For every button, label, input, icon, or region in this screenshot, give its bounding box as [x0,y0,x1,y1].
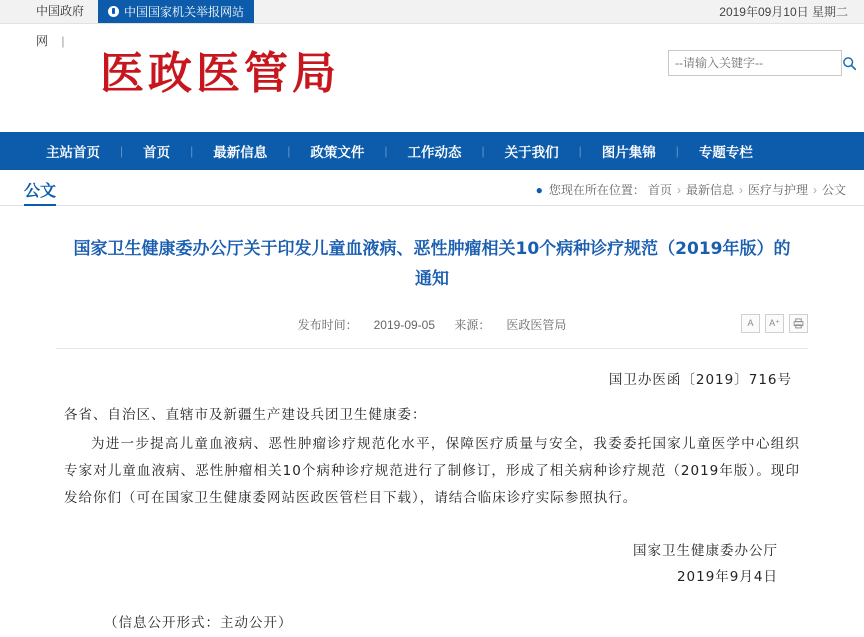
nav-separator: | [287,144,291,158]
print-button[interactable] [789,314,808,333]
breadcrumb-item-1[interactable]: 最新信息 [685,183,734,197]
article-meta-inner [290,318,575,332]
nav-separator: | [190,144,194,158]
document-signature [64,538,800,590]
breadcrumb-prefix: 您现在所在位置： [548,183,645,197]
document-body [56,349,808,637]
nav-item-0[interactable]: 主站首页 [46,145,100,161]
publish-label: 发布时间： [297,318,358,332]
nav-separator: | [578,144,582,158]
nav-item-5[interactable]: 关于我们 [504,145,559,161]
breadcrumb-arrow: › [676,182,681,197]
breadcrumb [536,181,846,198]
nav-separator: | [384,144,388,158]
search-input[interactable] [669,51,836,75]
article [0,206,864,637]
nav-item-4[interactable]: 工作动态 [407,145,462,161]
site-header [0,24,864,132]
printer-icon [793,318,804,329]
article-tools [741,314,808,333]
breadcrumb-item-0[interactable]: 首页 [647,183,672,197]
site-logo-text: 医政医管局 [100,48,340,99]
font-decrease-button[interactable]: A [741,314,760,333]
report-site-link[interactable] [98,0,254,23]
page-title: 国家卫生健康委办公厅关于印发儿童血液病、恶性肿瘤相关10个病种诊疗规范（2019年版）的通知 [73,239,791,289]
site-logo[interactable] [100,48,340,99]
document-footnote: （信息公开形式：主动公开） [104,615,293,631]
nav-separator: | [481,144,485,158]
nav-item-7[interactable]: 专题专栏 [698,145,753,161]
breadcrumb-item-3[interactable]: 公文 [821,183,846,197]
font-increase-button[interactable]: A⁺ [765,314,784,333]
signature-organization: 国家卫生健康委办公厅 [633,543,778,559]
nav-item-3[interactable]: 政策文件 [310,145,365,161]
nav-item-1[interactable]: 首页 [143,145,171,161]
search-icon [842,56,857,71]
nav-separator: | [120,144,124,158]
document-paragraph: 为进一步提高儿童血液病、恶性肿瘤诊疗规范化水平，保障医疗质量与安全，我委委托国家儿童医学中心组织专家对儿童血液病、恶性肿瘤相关10个病种诊疗规范进行了制修订，形成了相关病种诊疗规范（2019年版）。现印发给你们（可在国家卫生健康委网站医政医管栏目下载），请结合临床诊疗实际参照执行。 [64,436,800,506]
document-recipient: 各省、自治区、直辖市及新疆生产建设兵团卫生健康委： [64,407,427,423]
breadcrumb-arrow: › [738,182,743,197]
column-title: 公文 [24,178,56,206]
publish-date: 2019-09-05 [373,318,436,332]
header-sub-link[interactable] [36,32,64,49]
gov-portal-link[interactable]: 中国政府 [36,4,85,18]
breadcrumb-arrow: › [812,182,817,197]
main-nav [0,132,864,170]
header-sub-link-label: 网 [36,34,49,48]
nav-item-6[interactable]: 图片集锦 [601,145,656,161]
source-name: 医政医管局 [506,318,567,332]
nav-separator: | [675,144,679,158]
top-bar [0,0,864,24]
search-button[interactable] [836,51,863,75]
breadcrumb-item-2[interactable]: 医疗与护理 [747,183,808,197]
signature-date: 2019年9月4日 [676,569,778,585]
current-date: 2019年09月10日 星期二 [719,5,848,19]
source-label: 来源： [454,318,491,332]
document-number: 国卫办医函〔2019〕716号 [608,372,792,388]
badge-icon [108,6,119,17]
report-site-label: 中国国家机关举报网站 [124,5,245,19]
breadcrumb-strip [0,170,864,206]
location-pin-icon: ● [535,182,543,197]
header-sub-separator: | [61,34,65,48]
article-meta [56,316,808,342]
nav-item-2[interactable]: 最新信息 [213,145,268,161]
search-box [668,50,842,76]
